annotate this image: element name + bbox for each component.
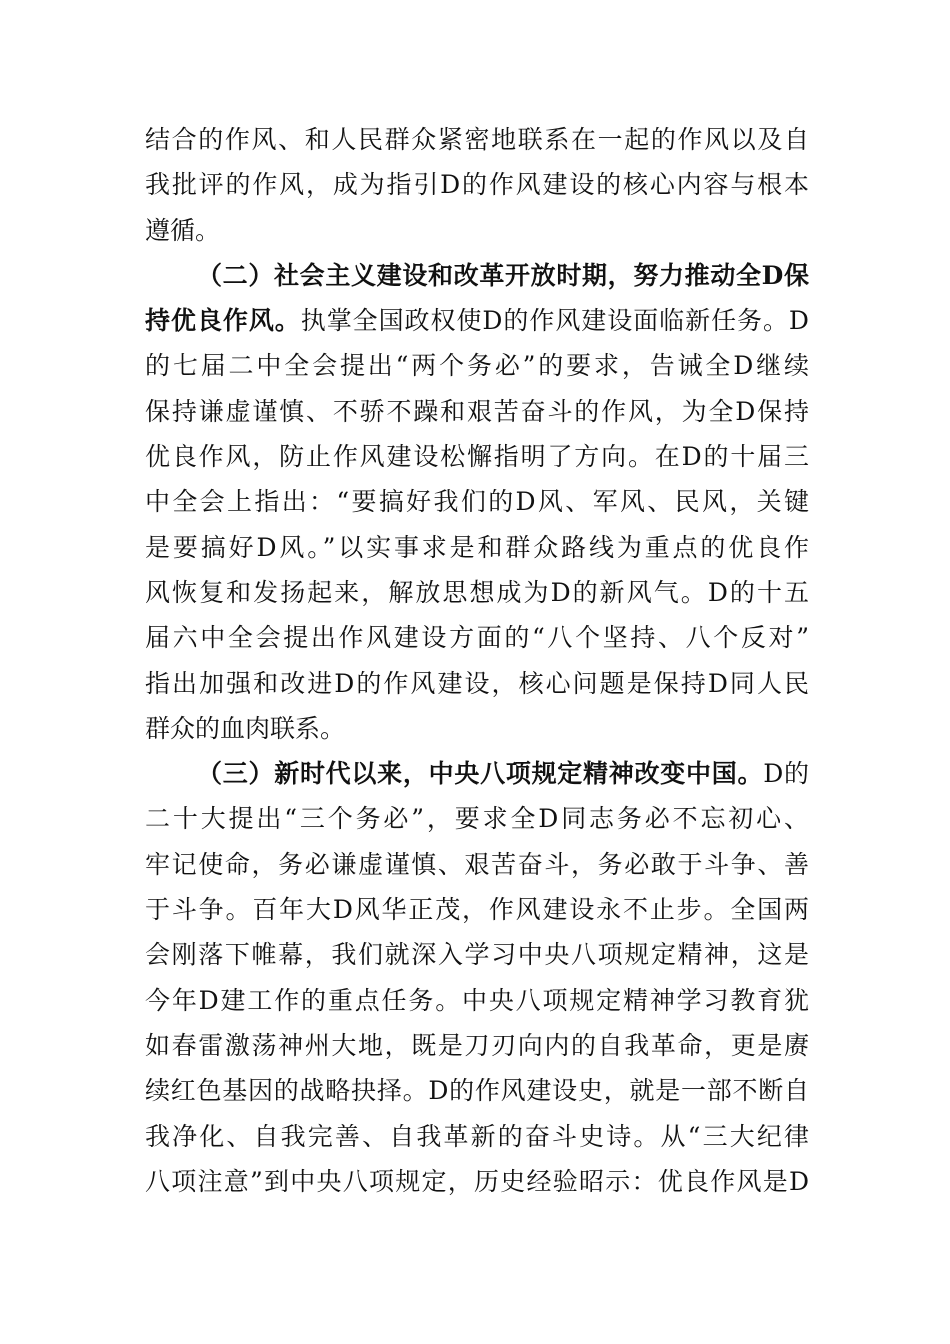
body-line: 优良作风，防止作风建设松懈指明了方向。在D的十届三 <box>145 442 809 472</box>
body-line: 牢记使命，务必谦虚谨慎、艰苦奋斗，务必敢于斗争、善 <box>145 849 809 879</box>
body-line <box>145 298 809 343</box>
body-line: 中全会上指出：“要搞好我们的D风、军风、民风，关键 <box>145 487 809 517</box>
body-line: 我净化、自我完善、自我革新的奋斗史诗。从“三大纪律 <box>145 1121 809 1151</box>
body-line-rest: D的 <box>763 759 809 789</box>
section-heading-2-cont: 持优良作风。 <box>145 306 301 336</box>
body-line-rest: 执掌全国政权使D的作风建设面临新任务。D <box>300 306 809 336</box>
body-line: 于斗争。百年大D风华正茂，作风建设永不止步。全国两 <box>145 895 809 925</box>
body-line: 届六中全会提出作风建设方面的“八个坚持、八个反对” <box>145 623 809 653</box>
body-line: 的七届二中全会提出“两个务必”的要求，告诫全D继续 <box>145 351 809 381</box>
body-line: 八项注意”到中央八项规定，历史经验昭示：优良作风是D <box>145 1166 809 1196</box>
body-line: 风恢复和发扬起来，解放思想成为D的新风气。D的十五 <box>145 577 809 607</box>
body-line: 指出加强和改进D的作风建设，核心问题是保持D同人民 <box>145 668 809 698</box>
body-line: 如春雷激荡神州大地，既是刀刃向内的自我革命，更是赓 <box>145 1030 809 1060</box>
body-line <box>145 751 809 796</box>
body-line: 群众的血肉联系。 <box>145 713 346 743</box>
body-line: 遵循。 <box>145 215 221 245</box>
body-line: 会刚落下帷幕，我们就深入学习中央八项规定精神，这是 <box>145 940 809 970</box>
body-line: 保持谦虚谨慎、不骄不躁和艰苦奋斗的作风，为全D保持 <box>145 396 809 426</box>
body-line: 今年D建工作的重点任务。中央八项规定精神学习教育犹 <box>145 985 809 1015</box>
body-line: 结合的作风、和人民群众紧密地联系在一起的作风以及自 <box>145 125 809 154</box>
body-line: 续红色基因的战略抉择。D的作风建设史，就是一部不断自 <box>145 1076 809 1106</box>
body-line: 二十大提出“三个务必”，要求全D同志务必不忘初心、 <box>145 804 809 834</box>
body-line: 我批评的作风，成为指引D的作风建设的核心内容与根本 <box>145 170 809 200</box>
document-body <box>145 117 809 1204</box>
section-heading-3: （三）新时代以来，中央八项规定精神改变中国。 <box>197 759 764 789</box>
section-heading-2: （二）社会主义建设和改革开放时期，努力推动全D保 <box>197 260 809 290</box>
body-line: 是要搞好D风。”以实事求是和群众路线为重点的优良作 <box>145 532 809 562</box>
